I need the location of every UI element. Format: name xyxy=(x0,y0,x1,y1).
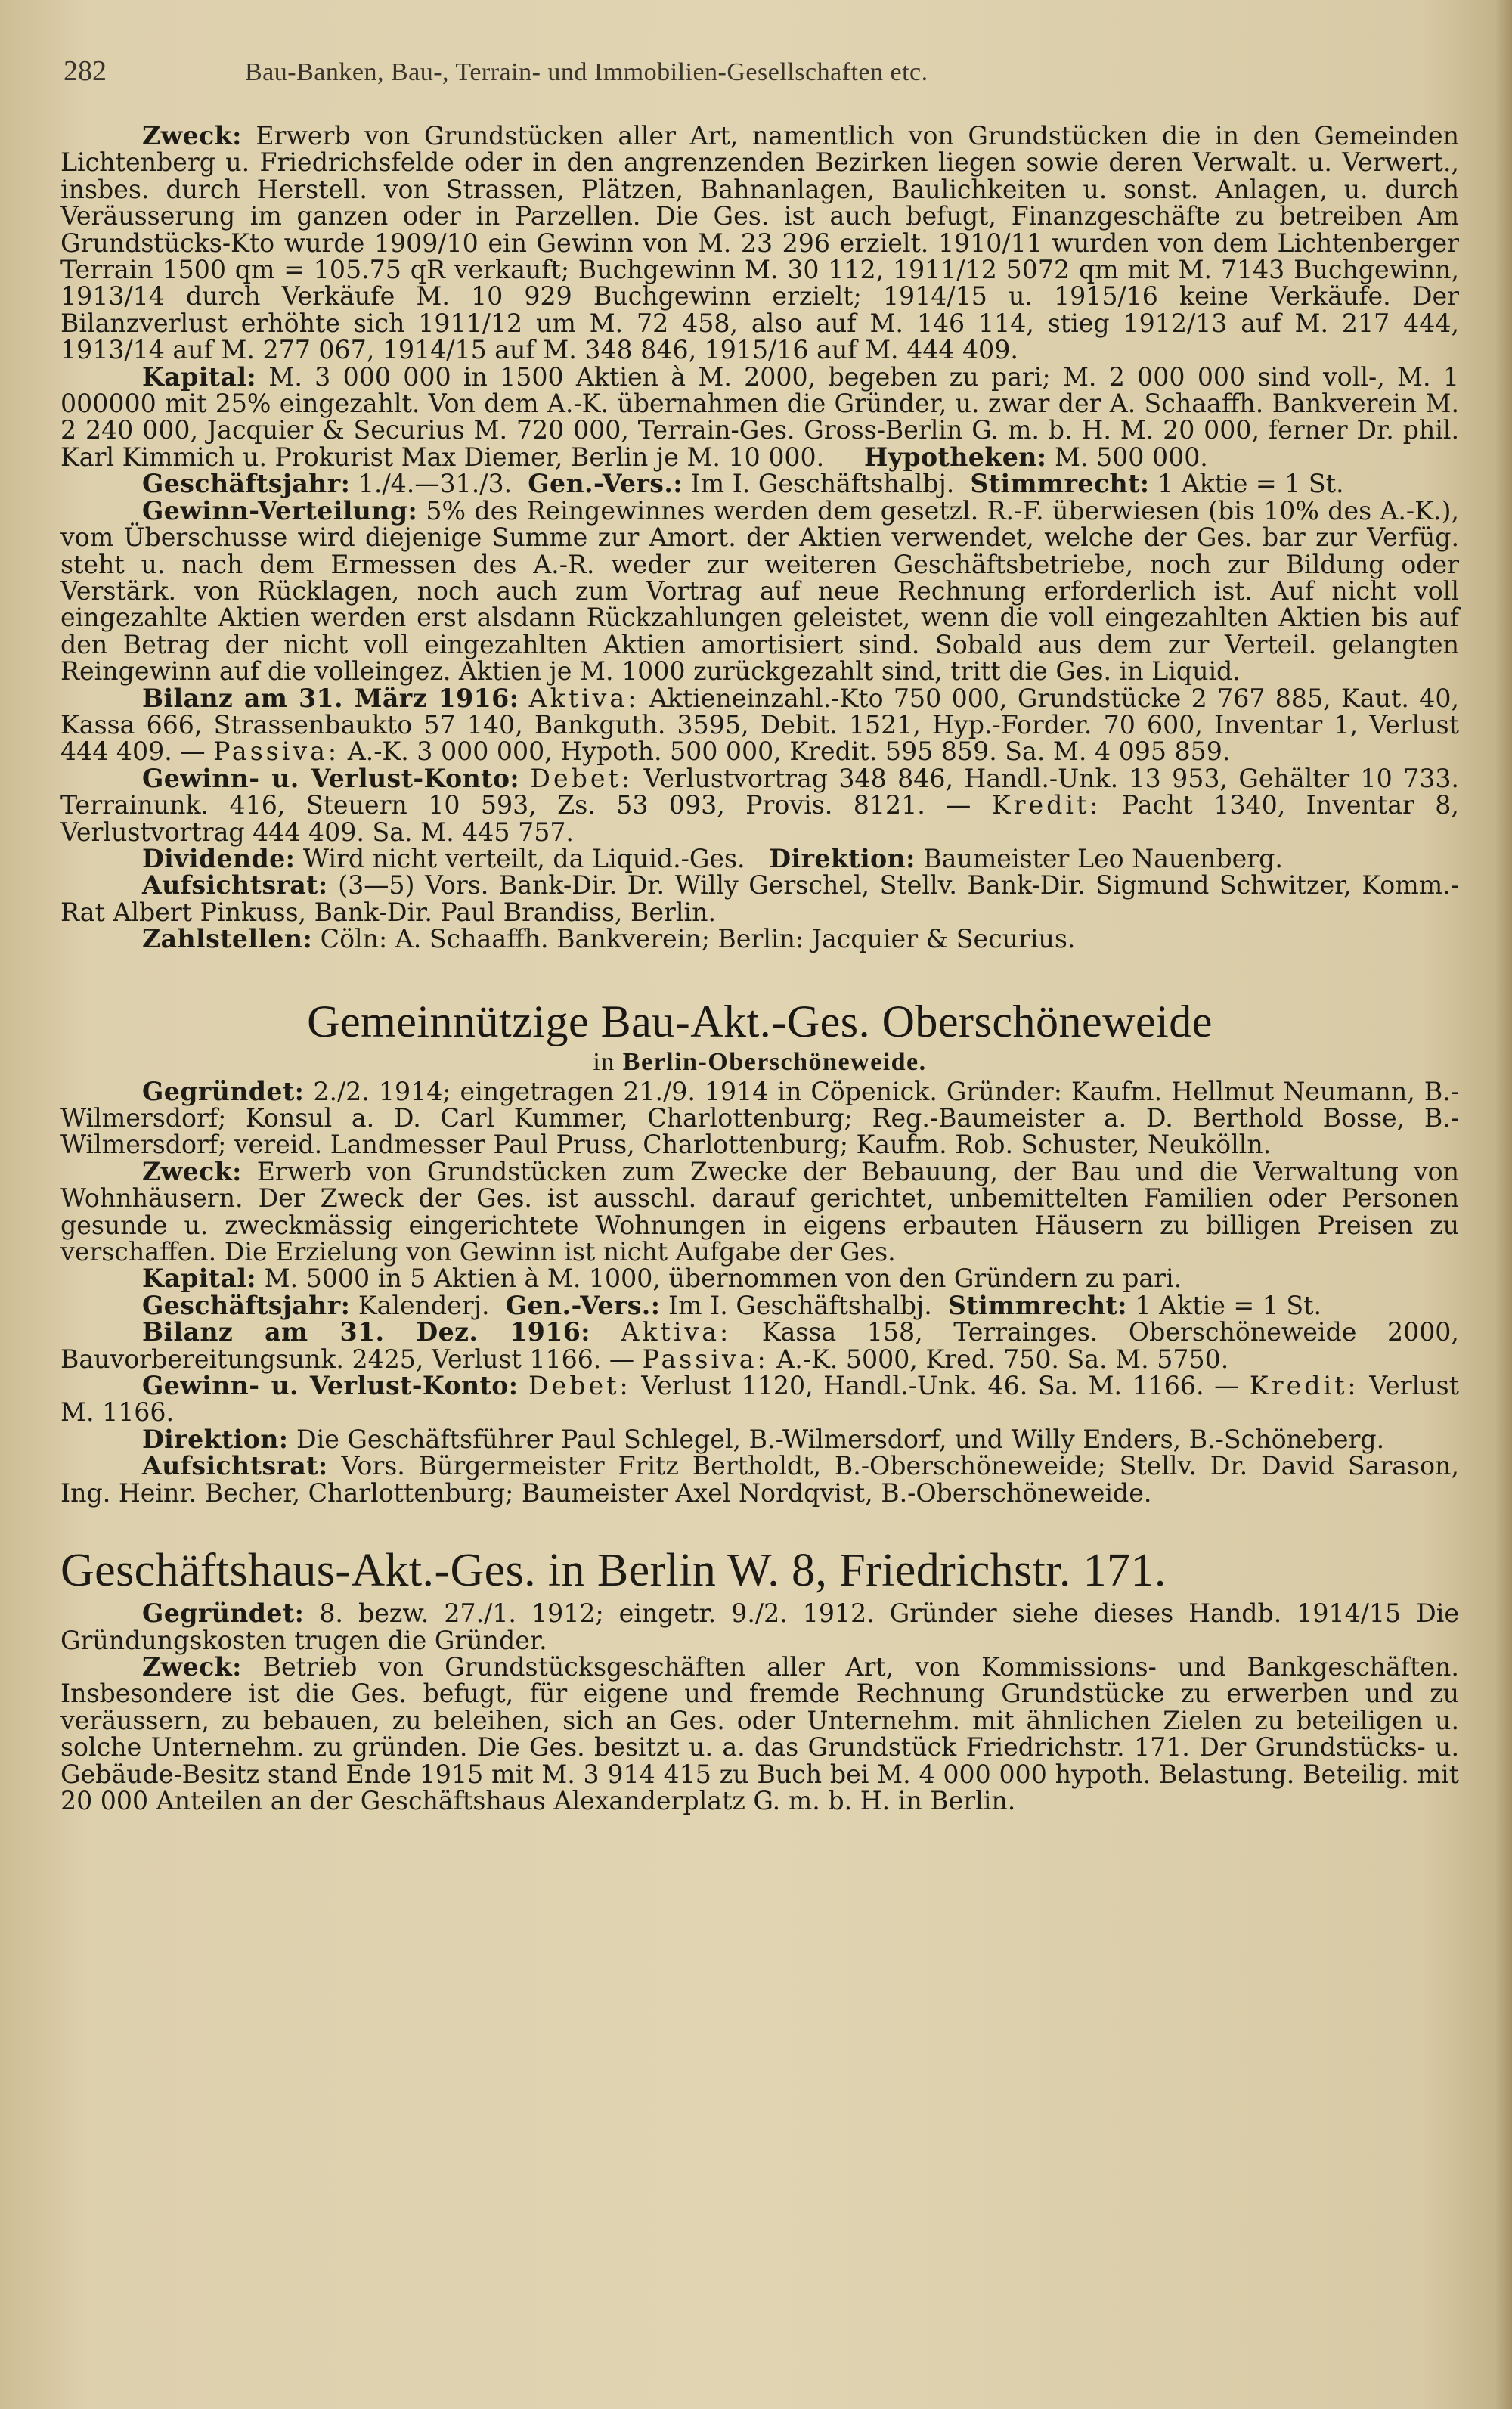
zahlstellen-paragraph xyxy=(60,925,1459,952)
passiva-label: Passiva: xyxy=(642,1344,769,1374)
aktiva-text: Aktieneinzahl.-Kto 750 000, Grundstücke 2 767 885, Kaut. 40, Kassa 666, Strassenbaukto 57 140, Bankguth. 3595, Debit. 1521, Hyp.-Forder. 70 600, Inventar 1, Verlust 444 409. — xyxy=(60,683,1459,767)
bilanz-paragraph xyxy=(60,1319,1459,1372)
kredit-label: Kredit: xyxy=(1249,1371,1359,1401)
company-heading-geschaeftshaus xyxy=(60,1542,1459,1598)
stimmrecht-label: Stimmrecht: xyxy=(970,469,1150,499)
dividende-label: Dividende: xyxy=(142,843,296,873)
gewinn-verteilung-paragraph xyxy=(60,495,1459,687)
subtitle-location: Berlin-Oberschöneweide. xyxy=(622,1047,927,1076)
bilanz-paragraph xyxy=(60,685,1459,765)
zweck-label: Zweck: xyxy=(142,1156,242,1186)
gen-vers-text: Im I. Geschäftshalbj. xyxy=(690,469,955,499)
gegruendet-text: 2./2. 1914; eingetragen 21./9. 1914 in Cöpenick. Gründer: Kaufm. Hellmut Neumann, B.-Wilmersdorf; Konsul a. D. Carl Kummer, Charlottenburg; Reg.-Baumeister a. D. Berthold Bosse, B.-Wilmersdorf; vereid. Landmesser Paul Pruss, Charlottenburg; Kaufm. Rob. Schuster, Neukölln. xyxy=(60,1076,1459,1160)
zweck-paragraph xyxy=(60,1158,1459,1266)
aufsichtsrat-text: (3—5) Vors. Bank-Dir. Dr. Willy Gerschel, Stellv. Bank-Dir. Sigmund Schwitzer, Komm.-Rat Albert Pinkuss, Bank-Dir. Paul Brandiss, Berlin. xyxy=(60,870,1459,927)
zweck-label: Zweck: xyxy=(142,1651,242,1682)
zweck-label: Zweck: xyxy=(142,121,242,150)
gegruendet-text: 8. bezw. 27./1. 1912; eingetr. 9./2. 1912. Gründer siehe dieses Handb. 1914/15 Die Gründungskosten trugen die Gründer. xyxy=(60,1598,1459,1655)
kapital-label: Kapital: xyxy=(142,361,257,392)
zweck-paragraph xyxy=(60,122,1459,364)
debet-label: Debet: xyxy=(528,1371,631,1401)
aufsichtsrat-text: Vors. Bürgermeister Fritz Bertholdt, B.-Oberschöneweide; Stellv. Dr. David Sarason, Ing. Heinr. Becher, Charlottenburg; Baumeister Axel Nordqvist, B.-Oberschöneweide. xyxy=(60,1451,1459,1508)
zweck-text: Erwerb von Grundstücken aller Art, namentlich von Grundstücken die in den Gemeinden Lichtenberg u. Friedrichsfelde oder in den angrenzenden Bezirken liegen sowie deren Verwalt. u. Verwert., insbes. durch Herstell. von Strassen, Plätzen, Bahnanlagen, Baulichkeiten u. sonst. Anlagen, u. durch Veräusserung im ganzen oder in Parzellen. Die Ges. ist auch befugt, Finanzgeschäfte zu betreiben Am Grundstücks-Kto wurde 1909/10 ein Gewinn von M. 23 296 erzielt. 1910/11 wurden von dem Lichtenberger Terrain 1500 qm = 105.75 qR verkauft; Buchgewinn M. 30 112, 1911/12 5072 qm mit M. 7143 Buchgewinn, 1913/14 durch Verkäufe M. 10 929 Buchgewinn erzielt; 1914/15 u. 1915/16 keine Verkäufe. Der Bilanzverlust erhöhte sich 1911/12 um M. 72 458, also auf M. 146 114, stieg 1912/13 auf M. 217 444, 1913/14 auf M. 277 067, 1914/15 auf M. 348 846, 1915/16 auf M. 444 409. xyxy=(60,121,1459,365)
hypotheken-text: M. 500 000. xyxy=(1054,442,1208,472)
aktiva-label: Aktiva: xyxy=(528,683,640,713)
gegruendet-paragraph xyxy=(60,1078,1459,1158)
dividende-paragraph xyxy=(60,845,1459,872)
page-spine-shadow xyxy=(1495,0,1512,2409)
aktiva-label: Aktiva: xyxy=(621,1317,732,1347)
gen-vers-label: Gen.-Vers.: xyxy=(505,1290,661,1320)
zahlstellen-label: Zahlstellen: xyxy=(142,924,313,954)
company-entry-continued xyxy=(60,122,1459,953)
stimmrecht-text: 1 Aktie = 1 St. xyxy=(1157,469,1344,499)
zweck-text: Betrieb von Grundstücksgeschäften aller Art, von Kommissions- und Bankgeschäften. Insbesondere ist die Ges. befugt, für eigene und fremde Rechnung Grundstücke zu erwerben und zu veräussern, zu bebauen, zu beleihen, sich an Ges. oder Unternehm. mit ähnlichen Zielen zu beteiligen u. solche Unternehm. zu gründen. Die Ges. besitzt u. a. das Grundstück Friedrichstr. 171. Der Grundstücks- u. Gebäude-Besitz stand Ende 1915 mit M. 3 914 415 zu Buch bei M. 4 000 000 hypoth. Belastung. Beteilig. mit 20 000 Anteilen an der Geschäftshaus Alexanderplatz G. m. b. H. in Berlin. xyxy=(60,1651,1459,1815)
passiva-text: A.-K. 3 000 000, Hypoth. 500 000, Kredit. 595 859. Sa. M. 4 095 859. xyxy=(347,736,1231,767)
running-head: Bau-Banken, Bau-, Terrain- und Immobilien-Gesellschaften etc. xyxy=(245,58,928,86)
aufsichtsrat-paragraph xyxy=(60,872,1459,925)
gen-vers-label: Gen.-Vers.: xyxy=(528,469,683,499)
guv-label: Gewinn- u. Verlust-Konto: xyxy=(142,763,520,793)
kapital-paragraph xyxy=(60,361,1459,472)
gewinn-verteilung-text: 5% des Reingewinnes werden dem gesetzl. R.-F. überwiesen (bis 10% des A.-K.), vom Überschusse wird diejenige Summe zur Amort. der Aktien verwendet, welche der Ges. bar zur Verfüg. steht u. nach dem Ermessen des A.-R. weder zur weiteren Geschäftsbetriebe, noch zur Bildung oder Verstärk. von Rücklagen, noch auch zum Vortrag auf neue Rechnung erforderlich ist. Auf nicht voll eingezahlte Aktien werden erst alsdann Rückzahlungen geleistet, wenn die voll eingezahlten Aktien bis auf den Betrag der nicht voll eingezahlten Aktien amortisiert sind. Sobald aus dem zur Verteil. gelangten Reingewinn auf die volleingez. Aktien je M. 1000 zurückgezahlt sind, tritt die Ges. in Liquid. xyxy=(60,495,1459,687)
aktiva-text: Kassa 158, Terrainges. Oberschöneweide 2000, Bauvorbereitungsunk. 2425, Verlust 1166. — xyxy=(60,1317,1459,1374)
kredit-label: Kredit: xyxy=(991,790,1101,820)
geschaeftsjahr-label: Geschäftsjahr: xyxy=(142,469,351,499)
kapital-paragraph xyxy=(60,1263,1459,1294)
hypotheken-label: Hypotheken: xyxy=(863,442,1047,472)
debet-text: Verlustvortrag 348 846, Handl.-Unk. 13 953, Gehälter 10 733. Terrainunk. 416, Steuern 10 593, Zs. 53 093, Provis. 8121. — xyxy=(60,763,1459,820)
gegruendet-label: Gegründet: xyxy=(142,1076,305,1106)
zweck-text: Erwerb von Grundstücken zum Zwecke der Bebauung, der Bau und die Verwaltung von Wohnhäusern. Der Zweck der Ges. ist ausschl. darauf gerichtet, unbemittelten Familien oder Personen gesunde u. zweckmässig eingerichtete Wohnungen in eigens erbauten Häusern zu billigen Preisen zu verschaffen. Die Erzielung von Gewinn ist nicht Aufgabe der Ges. xyxy=(60,1156,1459,1267)
aufsichtsrat-paragraph xyxy=(60,1453,1459,1506)
zweck-paragraph xyxy=(60,1651,1459,1815)
dividende-text: Wird nicht verteilt, da Liquid.-Ges. xyxy=(302,843,745,873)
subtitle-prefix: in xyxy=(593,1047,615,1076)
zahlstellen-text: Cöln: A. Schaaffh. Bankverein; Berlin: Jacquier & Securius. xyxy=(320,924,1076,954)
page-number: 282 xyxy=(64,55,107,87)
passiva-text: A.-K. 5000, Kred. 750. Sa. M. 5750. xyxy=(776,1344,1229,1374)
guv-paragraph xyxy=(60,765,1459,845)
company-entry-oberschoeneweide xyxy=(60,1078,1459,1507)
geschaeftsjahr-paragraph xyxy=(60,1292,1459,1319)
company-subtitle xyxy=(60,1048,1459,1077)
geschaeftsjahr-text: 1./4.—31./3. xyxy=(358,469,513,499)
gegruendet-label: Gegründet: xyxy=(142,1598,305,1629)
kapital-text: M. 5000 in 5 Aktien à M. 1000, übernommen von den Gründern zu pari. xyxy=(264,1263,1182,1294)
company-entry-geschaeftshaus xyxy=(60,1600,1459,1814)
guv-paragraph xyxy=(60,1372,1459,1426)
guv-label: Gewinn- u. Verlust-Konto: xyxy=(142,1371,519,1401)
stimmrecht-text: 1 Aktie = 1 St. xyxy=(1135,1290,1322,1320)
geschaeftsjahr-label: Geschäftsjahr: xyxy=(142,1290,351,1320)
kapital-text: M. 3 000 000 in 1500 Aktien à M. 2000, begeben zu pari; M. 2 000 000 sind voll-, M. 1 000000 mit 25% eingezahlt. Von dem A.-K. übernahmen die Gründer, u. zwar der A. Schaaffh. Bankverein M. 2 240 000, Jacquier & Securius M. 720 000, Terrain-Ges. Gross-Berlin G. m. b. H. M. 20 000, ferner Dr. phil. Karl Kimmich u. Prokurist Max Diemer, Berlin je M. 10 000. xyxy=(60,361,1459,472)
bilanz-label: Bilanz am 31. März 1916: xyxy=(142,683,519,713)
kapital-label: Kapital: xyxy=(142,1263,257,1294)
gewinn-verteilung-label: Gewinn-Verteilung: xyxy=(142,495,418,526)
direktion-label: Direktion: xyxy=(142,1424,289,1454)
passiva-label: Passiva: xyxy=(213,736,340,767)
debet-text: Verlust 1120, Handl.-Unk. 46. Sa. M. 1166. — xyxy=(641,1371,1240,1401)
direktion-label: Direktion: xyxy=(769,843,916,873)
page-header xyxy=(60,54,1459,101)
aufsichtsrat-label: Aufsichtsrat: xyxy=(142,870,328,901)
company-heading-oberschoeneweide xyxy=(60,995,1459,1077)
stimmrecht-label: Stimmrecht: xyxy=(947,1290,1127,1320)
debet-label: Debet: xyxy=(530,763,634,793)
direktion-text: Baumeister Leo Nauenberg. xyxy=(923,843,1283,873)
aufsichtsrat-label: Aufsichtsrat: xyxy=(142,1451,328,1481)
direktion-text: Die Geschäftsführer Paul Schlegel, B.-Wilmersdorf, und Willy Enders, B.-Schöneberg. xyxy=(296,1424,1385,1454)
company-title: Geschäftshaus-Akt.-Ges. in Berlin W. 8, Friedrichstr. 171. xyxy=(60,1545,1167,1597)
bilanz-label: Bilanz am 31. Dez. 1916: xyxy=(142,1317,590,1347)
geschaeftsjahr-paragraph xyxy=(60,470,1459,497)
company-title: Gemeinnützige Bau-Akt.-Ges. Oberschöneweide xyxy=(307,996,1213,1046)
kredit-text: Pacht 1340, Inventar 8, Verlustvortrag 444 409. Sa. M. 445 757. xyxy=(60,790,1459,847)
kredit-text: Verlust M. 1166. xyxy=(60,1371,1459,1428)
gegruendet-paragraph xyxy=(60,1600,1459,1654)
gen-vers-text: Im I. Geschäftshalbj. xyxy=(668,1290,932,1320)
geschaeftsjahr-text: Kalenderj. xyxy=(358,1290,490,1320)
direktion-paragraph xyxy=(60,1426,1459,1453)
